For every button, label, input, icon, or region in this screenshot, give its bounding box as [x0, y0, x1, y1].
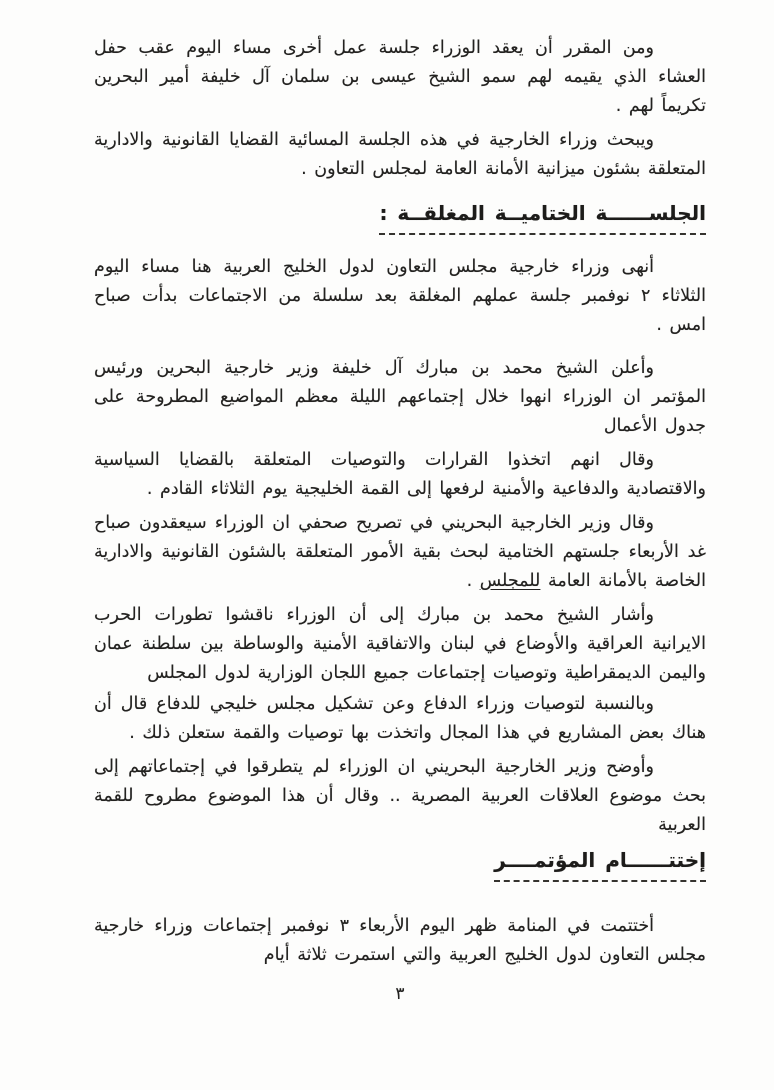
- paragraph-topics-discussed: وأشار الشيخ محمد بن مبارك إلى أن الوزراء ناقشوا تطورات الحرب الايرانية العراقية والأوضاع في لبنان والاتفاقية الأمنية والوساطة بين سلطنة عمان واليمن الديمقراطية وتوصيات إجتماعات جميع اللجان الوزارية لدول المجلس: [94, 605, 706, 683]
- paragraph-resolutions-recommendations: وقال انهم اتخذوا القرارات والتوصيات المتعلقة بالقضايا السياسية والاقتصادية والدفاعية والأمنية لرفعها إلى القمة الخليجية يوم الثلاثاء القادم .: [94, 450, 706, 499]
- paragraph-egypt-relations: وأوضح وزير الخارجية البحريني ان الوزراء لم يتطرقوا في إجتماعاتهم إلى بحث موضوع العلاقات العربية المصرية .. وقال أن هذا الموضوع مطروح للقمة العربية: [94, 757, 706, 835]
- page-number: ٣: [395, 984, 405, 1004]
- section-heading-conference-conclusion: [94, 845, 706, 882]
- heading-text: إختتــــــام المؤتمــــر: [494, 847, 706, 882]
- paragraph-foreign-minister-announcement: وأعلن الشيخ محمد بن مبارك آل خليفة وزير خارجية البحرين ورئيس المؤتمر ان الوزراء انهوا خلال إجتماعهم الليلة معظم المواضيع المطروحة على جدول الأعمال: [94, 358, 706, 436]
- underlined-word-council: للمجلس: [479, 571, 541, 591]
- section-heading-closed-final-session: [94, 198, 706, 235]
- paragraph-conference-concluded: أختتمت في المنامة ظهر اليوم الأربعاء ٣ نوفمبر إجتماعات وزراء خارجية مجلس التعاون لدول الخليج العربية والتي استمرت ثلاثة أيام: [94, 916, 706, 965]
- paragraph-session-ended: أنهى وزراء خارجية مجلس التعاون لدول الخليج العربية هنا مساء اليوم الثلاثاء ٢ نوفمبر جلسة عملهم المغلقة بعد سلسلة من الاجتماعات بدأت صباح امس .: [94, 257, 706, 335]
- paragraph-press-statement: [94, 509, 706, 596]
- paragraph-press-statement-pre: وقال وزير الخارجية البحريني في تصريح صحفي ان الوزراء سيعقدون صباح غد الأربعاء جلستهم الختامية لبحث بقية الأمور المتعلقة بالشئون القانونية والادارية الخاصة بالأمانة العامة: [94, 513, 706, 591]
- paragraph-evening-work-session: ومن المقرر أن يعقد الوزراء جلسة عمل أخرى مساء اليوم عقب حفل العشاء الذي يقيمه لهم سمو الشيخ عيسى بن سلمان آل خليفة أمير البحرين تكريماً لهم .: [94, 38, 706, 116]
- paragraph-press-statement-post: .: [466, 571, 480, 591]
- heading-text: الجلســــــة الختاميــة المغلقــة :: [379, 200, 706, 235]
- paragraph-evening-agenda: ويبحث وزراء الخارجية في هذه الجلسة المسائية القضايا القانونية والادارية المتعلقة بشئون ميزانية الأمانة العامة لمجلس التعاون .: [94, 130, 706, 179]
- paragraph-defense-recommendations: وبالنسبة لتوصيات وزراء الدفاع وعن تشكيل مجلس خليجي للدفاع قال أن هناك بعض المشاريع في هذا المجال واتخذت بها توصيات والقمة ستعلن ذلك .: [94, 694, 706, 743]
